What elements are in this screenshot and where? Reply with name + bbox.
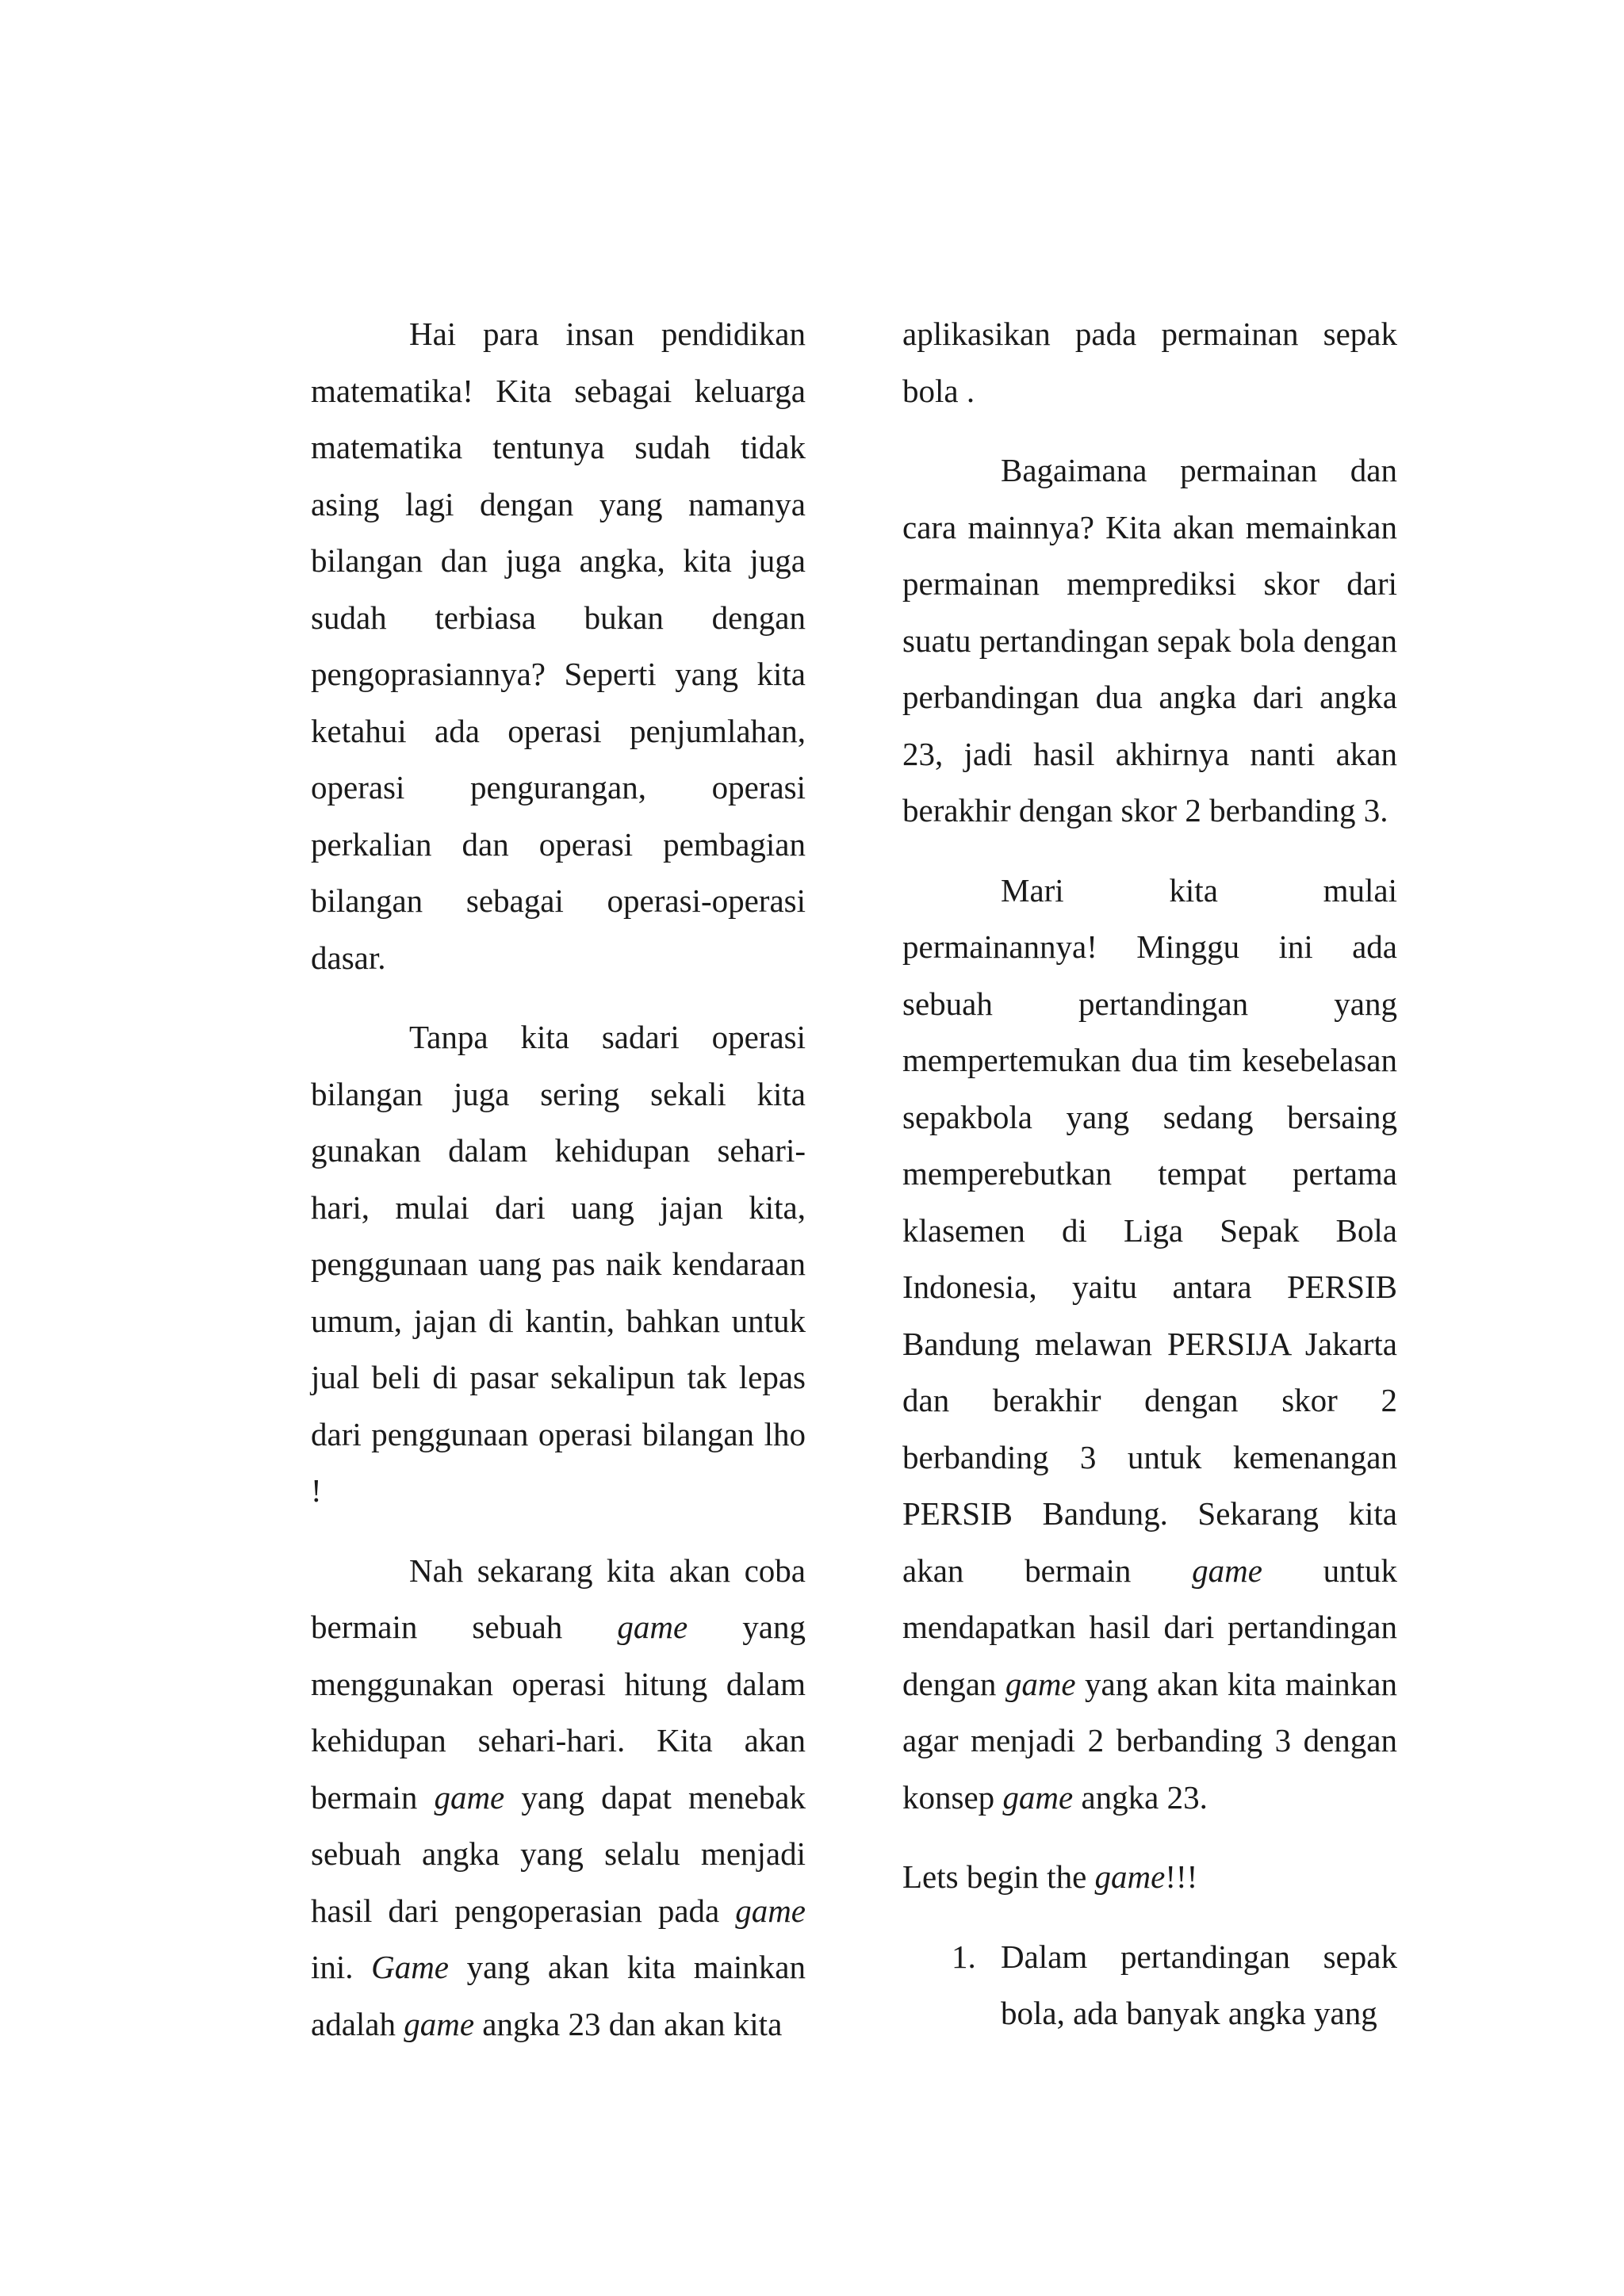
text-run: !!! [1165, 1858, 1198, 1895]
paragraph-lets-begin [902, 1849, 1397, 1906]
paragraph-continuation: aplikasikan pada permainan sepak bola . [902, 316, 1397, 409]
numbered-list [902, 1929, 1397, 2042]
italic-run: Game [371, 1949, 450, 1985]
paragraph-how-to-play: Bagaimana permainan dan cara mainnya? Kita akan memainkan permainan memprediksi skor dari suatu pertandingan sepak bola dengan perbandingan dua angka dari angka 23, jadi hasil akhirnya nanti akan berakhir dengan skor 2 berbanding 3. [902, 452, 1397, 828]
list-number: 1. [952, 1938, 976, 1975]
text-run: ini. [311, 1949, 372, 1985]
text-run: Nah sekarang kita akan coba bermain sebuah [311, 1552, 806, 1645]
italic-run: game [1005, 1665, 1076, 1702]
text-run: Lets begin the [902, 1858, 1095, 1895]
text-run: yang dapat menebak sebuah angka yang selalu menjadi hasil dari pengoperasian pada [311, 1778, 806, 1929]
italic-run: game [617, 1609, 688, 1645]
text-run: Mari kita mulai permainannya! Minggu ini ada sebuah pertandingan yang mempertemukan dua tim kesebelasan sepakbola yang sedang bersaing memperebutkan tempat pertama klasemen di Liga Sepak Bola Indonesia, yaitu antara PERSIB Bandung melawan PERSIJA Jakarta dan berakhir dengan skor 2 berbanding 3 untuk kemenangan PERSIB Bandung. Sekarang kita akan bermain [902, 871, 1397, 1589]
text-run: yang menggunakan operasi hitung dalam kehidupan sehari-hari. Kita akan bermain [311, 1609, 806, 1816]
text-run: untuk mendapatkan hasil dari pertandingan dengan [902, 1552, 1397, 1702]
text-run: yang akan kita mainkan agar menjadi 2 berbanding 3 dengan konsep [902, 1665, 1397, 1816]
left-column [311, 306, 806, 2076]
list-item-text: Dalam pertandingan sepak bola, ada banyak angka yang [1001, 1938, 1397, 2031]
italic-run: game [1094, 1858, 1166, 1895]
paragraph-daily-use: Tanpa kita sadari operasi bilangan juga sering sekali kita gunakan dalam kehidupan sehari-hari, mulai dari uang jajan kita, penggunaan uang pas naik kendaraan umum, jajan di kantin, bahkan untuk jual beli di pasar sekalipun tak lepas dari penggunaan operasi bilangan lho ! [311, 1019, 806, 1509]
italic-run: game [404, 2005, 475, 2042]
italic-run: game [434, 1778, 505, 1816]
list-item [902, 1929, 1397, 2042]
text-run: yang akan kita mainkan adalah [311, 1949, 806, 2042]
paragraph-match-example [902, 863, 1397, 1827]
paragraph-intro: Hai para insan pendidikan matematika! Kita sebagai keluarga matematika tentunya sudah tidak asing lagi dengan yang namanya bilangan dan juga angka, kita juga sudah terbiasa bukan dengan pengoprasiannya? Seperti yang kita ketahui ada operasi penjumlahan, operasi pengurangan, operasi perkalian dan operasi pembagian bilangan sebagai operasi-operasi dasar. [311, 316, 806, 976]
text-run: angka 23 dan akan kita [474, 2005, 783, 2042]
italic-run: game [735, 1892, 806, 1929]
paragraph-game-intro [311, 1543, 806, 2053]
italic-run: game [1192, 1552, 1262, 1589]
italic-run: game [1002, 1778, 1074, 1816]
right-column [902, 306, 1397, 2042]
text-run: angka 23. [1073, 1778, 1208, 1816]
